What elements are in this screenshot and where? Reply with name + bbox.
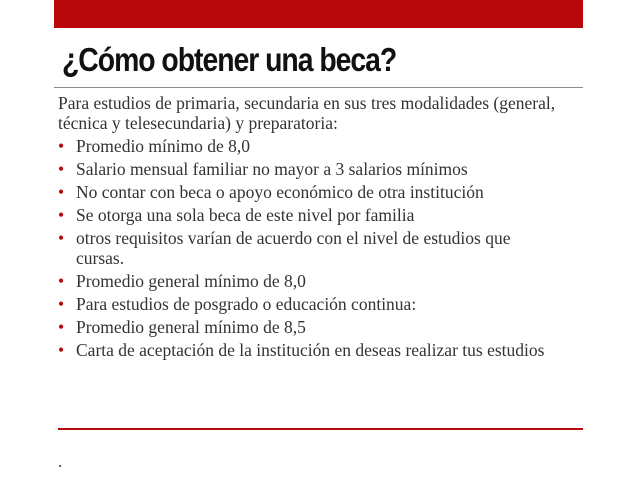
list-item bbox=[58, 271, 558, 291]
title-divider bbox=[54, 87, 583, 89]
list-item-text: otros requisitos varían de acuerdo con el nivel de estudios que cursas. bbox=[76, 228, 511, 268]
list-item-text: Se otorga una sola beca de este nivel por familia bbox=[76, 205, 415, 225]
bottom-accent-line bbox=[58, 428, 583, 430]
bullet-icon: • bbox=[58, 228, 65, 248]
list-item-text: Salario mensual familiar no mayor a 3 salarios mínimos bbox=[76, 159, 468, 179]
bullet-icon: • bbox=[58, 294, 65, 314]
list-item bbox=[58, 136, 558, 156]
bullet-icon: • bbox=[58, 159, 65, 179]
bullet-icon: • bbox=[58, 182, 65, 202]
bullet-icon: • bbox=[58, 136, 65, 156]
list-item bbox=[58, 294, 558, 314]
bullet-icon: • bbox=[58, 205, 65, 225]
bullet-icon: • bbox=[58, 317, 65, 337]
bullet-icon: • bbox=[58, 340, 65, 360]
list-item-text: Para estudios de posgrado o educación continua: bbox=[76, 294, 417, 314]
top-accent-bar bbox=[54, 0, 583, 28]
list-item bbox=[58, 228, 558, 268]
list-item-text: Promedio general mínimo de 8,5 bbox=[76, 317, 306, 337]
list-item-text: Carta de aceptación de la institución en deseas realizar tus estudios bbox=[76, 340, 545, 360]
requirements-list bbox=[58, 136, 558, 360]
trailing-mark: . bbox=[58, 452, 63, 471]
slide-title: ¿Cómo obtener una beca? bbox=[62, 41, 397, 78]
list-item bbox=[58, 317, 558, 337]
list-item-text: Promedio mínimo de 8,0 bbox=[76, 136, 251, 156]
slide-body bbox=[58, 93, 558, 360]
list-item bbox=[58, 159, 558, 179]
bullet-icon: • bbox=[58, 271, 65, 291]
list-item bbox=[58, 182, 558, 202]
list-item-text: No contar con beca o apoyo económico de otra institución bbox=[76, 182, 484, 202]
list-item bbox=[58, 340, 558, 360]
list-item-text: Promedio general mínimo de 8,0 bbox=[76, 271, 306, 291]
title-area bbox=[54, 34, 583, 88]
intro-paragraph: Para estudios de primaria, secundaria en sus tres modalidades (general, técnica y telesecundaria) y preparatoria: bbox=[58, 93, 556, 133]
list-item bbox=[58, 205, 558, 225]
